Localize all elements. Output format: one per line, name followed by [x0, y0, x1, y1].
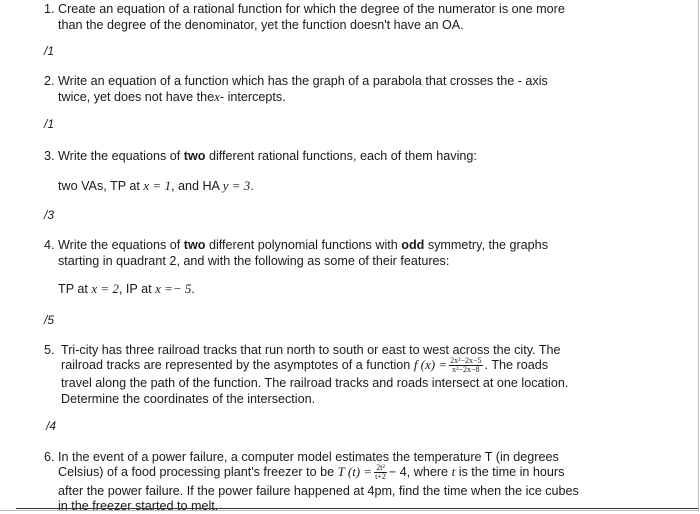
- question-number: 5.: [44, 343, 55, 357]
- question-number: 1.: [44, 2, 55, 16]
- page-bottom-border: [16, 508, 698, 509]
- question-number: 4.: [44, 238, 55, 252]
- question-detail-line: two VAs, TP at x = 1, and HA y = 3.: [58, 178, 254, 193]
- bold-emphasis: two: [183, 238, 206, 252]
- question-text-line: starting in quadrant 2, and with the following as some of their features:: [58, 254, 450, 268]
- question-number: 3.: [44, 149, 55, 163]
- question-text-line: after the power failure. If the power failure happened at 4pm, find the time when the ice cubes: [58, 484, 579, 498]
- question-text-line: in the freezer started to melt.: [58, 499, 219, 513]
- math-function: T (t) =: [337, 464, 373, 479]
- question-text-line: Determine the coordinates of the intersection.: [61, 392, 316, 406]
- question-text-line: than the degree of the denominator, yet the function doesn't have an OA.: [58, 18, 464, 32]
- question-text-line: twice, yet does not have thex- intercepts.: [58, 89, 286, 104]
- question-number: 6.: [44, 450, 55, 464]
- question-number: 2.: [44, 74, 55, 88]
- math-variable: t: [451, 464, 456, 479]
- fraction: $\frac{\text{2t²}}{t+2}$: [375, 463, 386, 482]
- fraction: $\frac{\text{2x²−2x−5}}{\text{x²−2x−8}}$: [450, 356, 482, 375]
- bold-emphasis: odd: [401, 238, 425, 252]
- math-function: f (x) =: [413, 357, 448, 372]
- math-expression: x = 2: [91, 281, 119, 296]
- marks-label: /5: [44, 313, 55, 327]
- math-expression: x = 1: [143, 178, 171, 193]
- marks-label: /4: [46, 419, 57, 433]
- question-text-line: Celsius) of a food processing plant's freezer to be T (t) = $\frac{\text{2t²}}{t+2}$ − 4, where t is the time in hours: [58, 463, 565, 482]
- question-text-line: In the event of a power failure, a computer model estimates the temperature T (in degrees: [58, 450, 559, 464]
- question-detail-line: TP at x = 2, IP at x =− 5.: [58, 281, 195, 296]
- question-text-line: Write an equation of a function which has the graph of a parabola that crosses the - axis: [58, 74, 548, 88]
- marks-label: /1: [44, 44, 55, 58]
- math-variable: x: [214, 89, 220, 104]
- math-expression: y = 3: [222, 178, 251, 193]
- marks-label: /3: [44, 208, 55, 222]
- question-text-line: railroad tracks are represented by the asymptotes of a function f (x) = $\frac{\text{2x²−2x−5}}{\text{x²−2x−8}}$ . The roads: [61, 356, 549, 375]
- bold-emphasis: two: [183, 149, 206, 163]
- question-text-line: Write the equations of two different polynomial functions with odd symmetry, the graphs: [58, 238, 548, 252]
- math-expression: x =− 5: [155, 281, 192, 296]
- question-text-line: Create an equation of a rational function for which the degree of the numerator is one more: [58, 2, 565, 16]
- question-text-line: Tri-city has three railroad tracks that run north to south or east to west across the city. The: [61, 343, 561, 357]
- question-text-line: travel along the path of the function. The railroad tracks and roads intersect at one location.: [61, 376, 569, 390]
- question-text-line: Write the equations of two different rational functions, each of them having:: [58, 149, 477, 163]
- marks-label: /1: [44, 117, 55, 131]
